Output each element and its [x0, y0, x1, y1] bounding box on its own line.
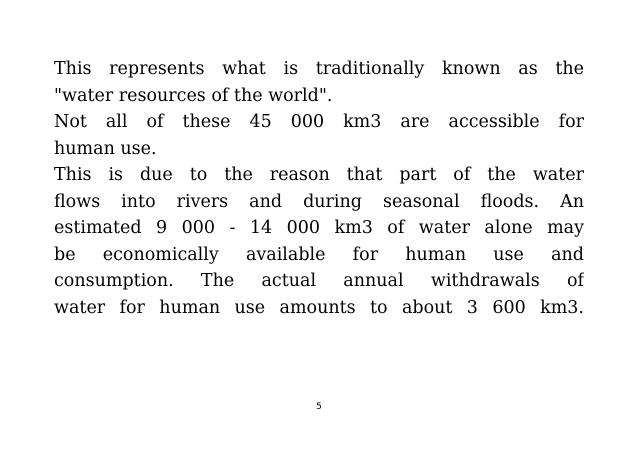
text-line-6: flows into rivers and during seasonal floods. An [54, 191, 584, 212]
text-line-8: be economically available for human use and [54, 244, 584, 265]
text-line-1: This represents what is traditionally known as the [54, 59, 584, 79]
text-line-5: This is due to the reason that part of the water [54, 165, 584, 185]
page-number: 5 [316, 402, 322, 412]
text-line-7: estimated 9 000 - 14 000 km3 of water alone may [54, 218, 584, 238]
text-line-9: consumption. The actual annual withdrawals of [54, 271, 584, 291]
text-line-4: human use. [54, 138, 157, 159]
text-line-10: water for human use amounts to about 3 600 km3. [54, 297, 584, 318]
text-line-3: Not all of these 45 000 km3 are accessible for [54, 112, 584, 132]
text-line-2: "water resources of the world". [54, 85, 333, 106]
body-text [54, 56, 584, 321]
